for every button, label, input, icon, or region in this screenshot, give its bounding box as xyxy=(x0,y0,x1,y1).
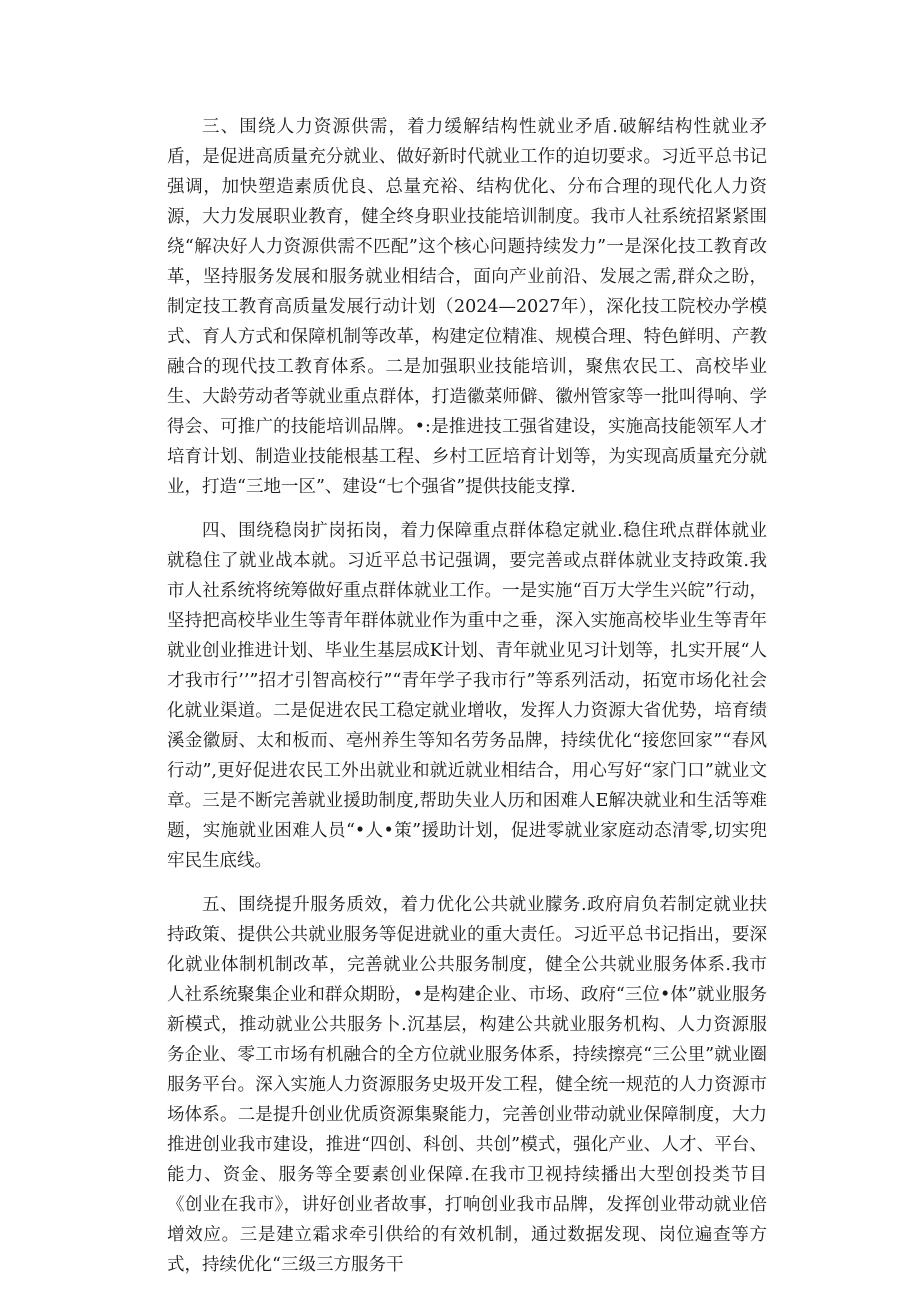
paragraph-stable-employment: 四、围绕稳岗扩岗拓岗，着力保障重点群体稳定就业.稳住玳点群体就业就稳住了就业战本就。习近平总书记强调，要完善或点群体就业支持政策.我市人社系统将统筹做好重点群体就业工作。一是实施“百万大学生兴皖”行动，坚持把高校毕业生等青年群体就业作为重中之垂，深入实施高校毕业生等青年就业创业推进计划、毕业生基层成K计划、青年就业见习计划等，扎实开展“人才我市行’’”招才引智高校行”“青年学子我市行”等系列活动，拓宽市场化社会化就业渠道。二是促进农民工稳定就业增收，发挥人力资源大省优势，培育绩溪金徽厨、太和板而、亳州养生等知名劳务品牌，持续优化“接您回家”“春风行动”,更好促进农民工外出就业和就近就业相结合，用心写好“家门口”就业文章。三是不断完善就业援助制度,帮助失业人历和困难人E解决就业和生活等难题，实施就业困难人员“•人•策”援助计划，促进零就业家庭动态清零,切实兜牢民生底线。 xyxy=(167,521,767,871)
paragraph-public-services: 五、围绕提升服务质效，着力优化公共就业朦务.政府肩负若制定就业扶持政策、提供公共就业服务等促进就业的重大责任。习近平总书记指出，要深化就业体制机制改革，完善就业公共服务制度，健全公共就业服务体系.我市人社系统聚集企业和群众期盼，•是构建企业、市场、政府“三位•体”就业服务新模式，推动就业公共服务卜.沉基层，构建公共就业服务机构、人力资源服务企业、零工市场有机融合的全方位就业服务体系，持续擦亮“三公里”就业圈服务平台。深入实施人力资源服务史圾开发工程，健全统一规范的人力资源市场体系。二是提升创业优质资源集聚能力，完善创业带动就业保障制度，大力推进创业我市建设，推进“四创、科创、共创”模式，强化产业、人才、平台、能力、资金、服务等全要素创业保障.在我市卫视持续播出大型创投类节目《创业在我市》，讲好创业者故事，打响创业我市品牌，发挥创业带动就业倍增效应。三是建立霜求牵引供给的有效机制，通过数据发现、岗位遍查等方式，持续优化“三级三方服务干 xyxy=(167,895,767,1275)
paragraph-talent-supply: 三、围绕人力资源供需，着力缓解结构性就业矛盾.破解结构性就业矛盾，是促进高质量充分就业、做好新时代就业工作的迫切要求。习近平总书记强调，加快塑造素质优良、总量充裕、结构优化、分布合理的现代化人力资源，大力发展职业教育，健全终身职业技能培训制度。我市人社系统招紧紧围绕“解决好人力资源供需不匹配”这个核心问题持续发力”一是深化技工教育改革，坚持服务发展和服务就业相结合，面向产业前沿、发展之需,群众之盼，制定技工教育高质量发展行动计划（2024—2027年），深化技工院校办学模式、育人方式和保障机制等改革，构建定位精准、规模合理、特色鲜明、产教融合的现代技工教育体系。二是加强职业技能培训，聚焦农民工、高校毕业生、大龄劳动者等就业重点群体，打造徽菜师僻、徽州管家等一批叫得响、学得会、可推广的技能培训品牌。•:是推进技工强省建设，实施高技能领军人才培育计划、制造业技能根基工程、乡村工匠培育计划等，为实现高质量充分就业，打造“三地一区”、建设“七个强省”提供技能支撑. xyxy=(167,117,767,497)
document-body xyxy=(167,112,767,1280)
